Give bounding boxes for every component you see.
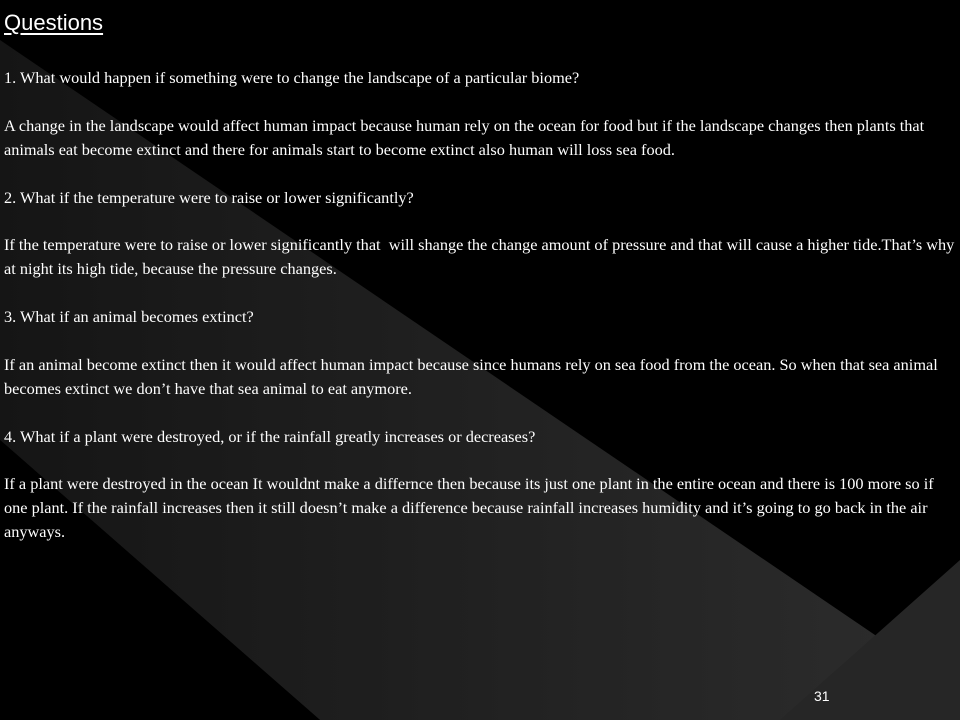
page-number: 31 bbox=[814, 688, 830, 704]
answer-3: If an animal become extinct then it would affect human impact because since humans rely on sea food from the ocean. So when that sea animal becomes extinct we don’t have that sea animal to eat anymore. bbox=[4, 354, 942, 398]
paragraph-spacer bbox=[4, 281, 958, 305]
paragraph-spacer bbox=[4, 448, 958, 472]
paragraph-spacer bbox=[4, 329, 958, 353]
slide-title: Questions bbox=[4, 10, 104, 35]
question-3: 3. What if an animal becomes extinct? bbox=[4, 307, 254, 326]
paragraph-spacer bbox=[4, 162, 958, 186]
question-1: 1. What would happen if something were to change the landscape of a particular biome? bbox=[4, 68, 580, 87]
paragraph-spacer bbox=[4, 90, 958, 114]
paragraph-spacer bbox=[4, 401, 958, 425]
paragraph-spacer bbox=[4, 209, 958, 233]
answer-1: A change in the landscape would affect human impact because human rely on the ocean for food but if the landscape changes then plants that animals eat become extinct and there for animals start to become extinct also human will loss sea food. bbox=[4, 115, 929, 159]
answer-2: If the temperature were to raise or lower significantly that will shange the change amount of pressure and that will cause a higher tide.That’s why at night its high tide, because the pressure changes. bbox=[4, 235, 959, 279]
answer-4: If a plant were destroyed in the ocean It wouldnt make a differnce then because its just one plant in the entire ocean and there is 100 more so if one plant. If the rainfall increases then it still doesn’t make a difference because rainfall increases humidity and it’s going to go back in the air anyways. bbox=[4, 474, 938, 542]
slide-body bbox=[4, 66, 958, 544]
question-4: 4. What if a plant were destroyed, or if the rainfall greatly increases or decreases? bbox=[4, 426, 536, 446]
question-2: 2. What if the temperature were to raise or lower significantly? bbox=[4, 187, 414, 207]
